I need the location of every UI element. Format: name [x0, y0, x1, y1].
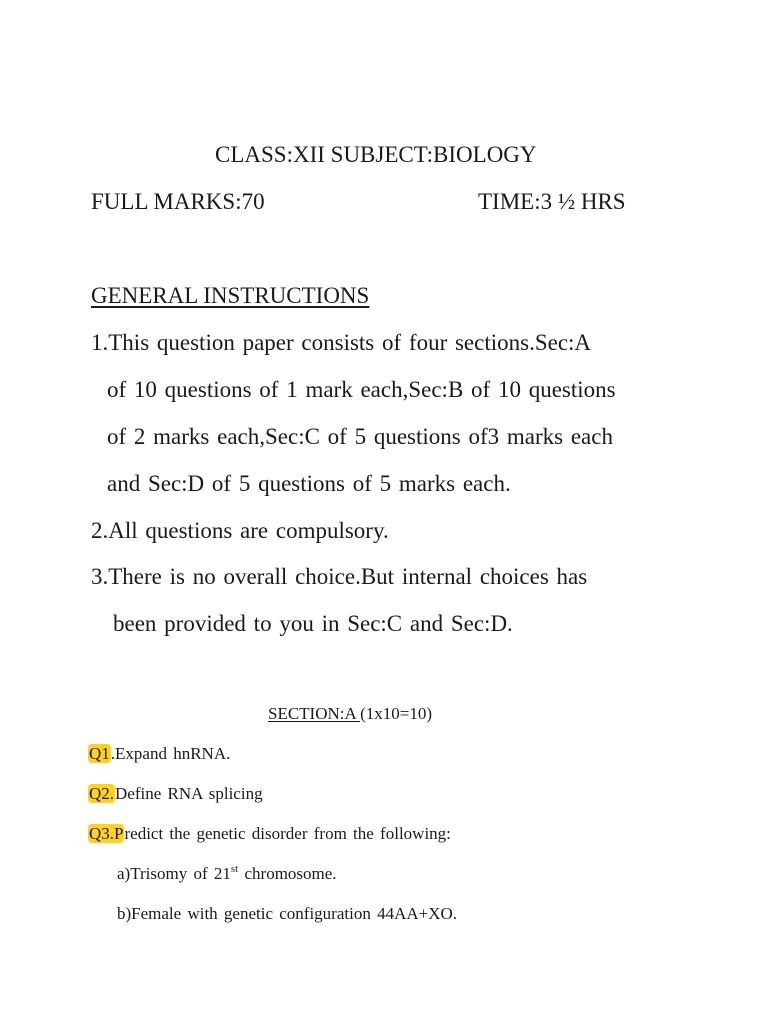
- instruction-line: 3.There is no overall choice.But internal choices has: [91, 564, 588, 589]
- question-3: [88, 823, 451, 845]
- instruction-line: and Sec:D of 5 questions of 5 marks each.: [107, 471, 511, 496]
- question-2: [88, 783, 263, 805]
- section-a-title: SECTION:A: [268, 704, 361, 723]
- general-instructions-heading: GENERAL INSTRUCTIONS: [91, 283, 370, 308]
- full-marks: FULL MARKS:70: [91, 189, 265, 214]
- question-text: redict the genetic disorder from the following:: [124, 824, 451, 843]
- question-text: Define RNA splicing: [115, 784, 263, 803]
- instruction-line: been provided to you in Sec:C and Sec:D.: [113, 611, 513, 636]
- question-label: Q1: [89, 744, 110, 763]
- question-text: .Expand hnRNA.: [110, 744, 231, 763]
- part-a-text: a)Trisomy of 21: [117, 864, 231, 883]
- instruction-line: 2.All questions are compulsory.: [91, 518, 389, 543]
- class-subject-title: CLASS:XII SUBJECT:BIOLOGY: [215, 142, 537, 167]
- instruction-line: of 2 marks each,Sec:C of 5 questions of3 marks each: [107, 424, 613, 449]
- question-label: Q2.: [89, 784, 115, 803]
- question-3-part-a: [117, 863, 337, 885]
- time-allowed: TIME:3 ½ HRS: [478, 189, 626, 214]
- question-3-part-b: b)Female with genetic configuration 44AA+XO.: [117, 904, 458, 923]
- instruction-line: of 10 questions of 1 mark each,Sec:B of 10 questions: [107, 377, 616, 402]
- section-a-marks: (1x10=10): [360, 704, 433, 723]
- ordinal-suffix: st: [230, 863, 239, 875]
- section-a-heading: [268, 703, 432, 725]
- part-a-text-end: chromosome.: [238, 864, 337, 883]
- instruction-line: 1.This question paper consists of four sections.Sec:A: [91, 330, 592, 355]
- question-label: Q3.P: [89, 824, 124, 843]
- question-1: [88, 743, 230, 765]
